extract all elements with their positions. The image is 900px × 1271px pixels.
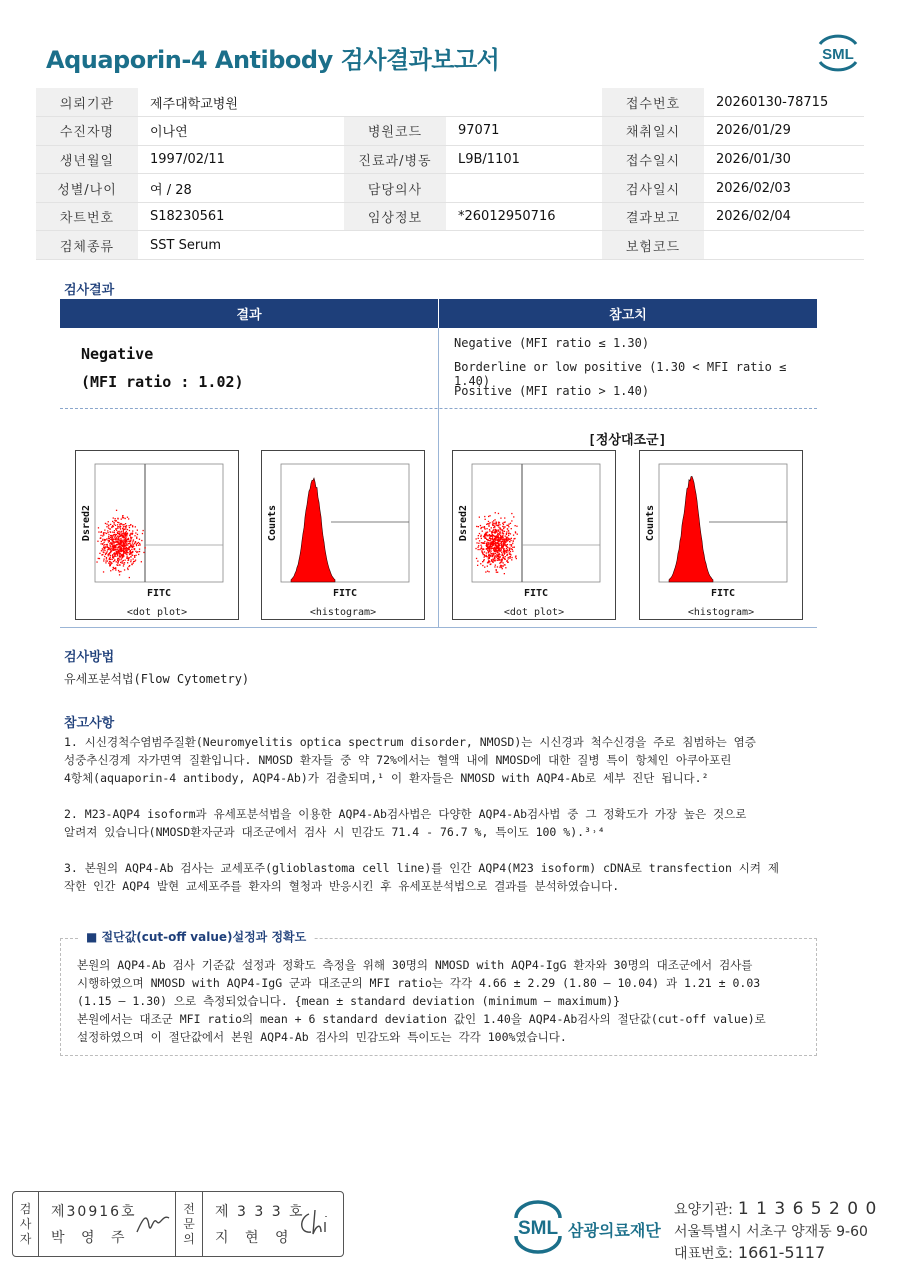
note-line: 3. 본원의 AQP4-Ab 검사는 교세포주(glioblastoma cell line)를 인간 AQP4(M23 isoform) cDNA로 transfection 시켜 제 xyxy=(64,861,780,875)
dot-plot-patient xyxy=(75,450,239,620)
info-label: 접수번호 xyxy=(602,88,704,117)
y-axis-label: Dsred2 xyxy=(81,504,92,542)
info-row xyxy=(36,117,864,146)
svg-text:SML: SML xyxy=(822,46,854,63)
control-label: [정상대조군] xyxy=(588,433,667,448)
result-value: Negative xyxy=(81,345,154,363)
footer-phone: 대표번호: 1661-5117 xyxy=(674,1243,826,1262)
cutoff-body xyxy=(77,956,812,1046)
info-value: S18230561 xyxy=(138,202,344,231)
specialist-name: 지 현 영 xyxy=(215,1230,295,1246)
info-value: 2026/01/30 xyxy=(704,145,864,174)
info-row xyxy=(36,145,864,174)
x-axis-label: FITC xyxy=(710,588,736,599)
svg-text:SML: SML xyxy=(517,1218,559,1239)
patient-info-table xyxy=(36,88,864,260)
specialist-signature xyxy=(295,1206,339,1240)
info-value xyxy=(704,231,864,260)
y-axis-label: Dsred2 xyxy=(458,504,469,542)
info-value: *26012950716 xyxy=(446,202,602,231)
info-value: 여 / 28 xyxy=(138,174,344,203)
plot-caption: <dot plot> xyxy=(503,607,565,618)
info-value: SST Serum xyxy=(138,231,344,260)
info-label: 검사일시 xyxy=(602,174,704,203)
method-text: 유세포분석법(Flow Cytometry) xyxy=(64,672,250,686)
plot-caption: <histogram> xyxy=(309,607,377,618)
note-line: 알려져 있습니다(NMOSD환자군과 대조군에서 검사 시 민감도 71.4 - 76.7 %, 특이도 100 %).³˒⁴ xyxy=(64,825,605,839)
footer-logo xyxy=(510,1198,566,1258)
info-empty xyxy=(344,231,446,260)
info-label: 수진자명 xyxy=(36,117,138,146)
examiner-label: 검 사 자 xyxy=(13,1192,39,1256)
reference-positive: Positive (MFI ratio > 1.40) xyxy=(454,384,650,398)
info-value: 2026/02/03 xyxy=(704,174,864,203)
note-line: 작한 인간 AQP4 발현 교세포주를 환자의 혈청과 반응시킨 후 유세포분석법으로 결과를 분석하였습니다. xyxy=(64,879,620,893)
plot-caption: <histogram> xyxy=(687,607,755,618)
bottom-divider xyxy=(60,627,817,628)
result-heading: 검사결과 xyxy=(64,283,115,298)
info-value: 2026/01/29 xyxy=(704,117,864,146)
footer-code: 요양기관: 1 1 3 6 5 2 0 0 xyxy=(674,1199,878,1219)
info-row xyxy=(36,174,864,203)
cutoff-line: 본원에서는 대조군 MFI ratio의 mean + 6 standard deviation 값인 1.40을 AQP4-Ab검사의 절단값(cut-off value)로 xyxy=(77,1012,766,1026)
info-label: 진료과/병동 xyxy=(344,145,446,174)
info-label: 검체종류 xyxy=(36,231,138,260)
note-line: 성중추신경계 자가면역 질환입니다. NMOSD 환자들 중 약 72%에서는 혈액 내에 NMOSD에 대한 질병 특이 항체인 아쿠아포린 xyxy=(64,753,732,767)
cutoff-line: 본원의 AQP4-Ab 검사 기준값 설정과 정확도 측정을 위해 30명의 NMOSD with AQP4-IgG 환자와 30명의 대조군에서 검사를 xyxy=(77,958,753,972)
column-divider xyxy=(438,328,439,628)
reference-negative: Negative (MFI ratio ≤ 1.30) xyxy=(454,336,650,350)
x-axis-label: FITC xyxy=(523,588,549,599)
info-value: 97071 xyxy=(446,117,602,146)
result-panel xyxy=(60,299,817,629)
info-label: 접수일시 xyxy=(602,145,704,174)
info-value xyxy=(446,174,602,203)
info-value: 2026/02/04 xyxy=(704,202,864,231)
info-label: 병원코드 xyxy=(344,117,446,146)
info-label: 보험코드 xyxy=(602,231,704,260)
note-line: 4항체(aquaporin-4 antibody, AQP4-Ab)가 검출되며,¹ 이 환자들은 NMOSD with AQP4-Ab로 세부 진단 됩니다.² xyxy=(64,771,709,785)
note-line: 2. M23-AQP4 isoform과 유세포분석법을 이용한 AQP4-Ab검사법은 다양한 AQP4-Ab검사법 중 그 정확도가 가장 높은 것으로 xyxy=(64,807,747,821)
info-label: 의뢰기관 xyxy=(36,88,138,117)
examiner-license: 제30916호 xyxy=(51,1204,137,1220)
info-row xyxy=(36,202,864,231)
info-label: 차트번호 xyxy=(36,202,138,231)
result-mfi-ratio: (MFI ratio : 1.02) xyxy=(81,373,244,391)
cutoff-line: 시행하였으며 NMOSD with AQP4-IgG 군과 대조군의 MFI ratio는 각각 4.66 ± 2.29 (1.80 – 10.04) 과 1.21 ± 0.03 xyxy=(77,976,761,990)
notes-body xyxy=(64,733,814,895)
report-title: Aquaporin-4 Antibody 검사결과보고서 xyxy=(46,46,500,74)
y-axis-label: Counts xyxy=(267,504,278,542)
sml-logo xyxy=(812,30,864,74)
footer-org-name: 삼광의료재단 xyxy=(568,1221,661,1240)
examiner-signature xyxy=(133,1208,173,1238)
cutoff-heading: ■ 절단값(cut-off value)설정과 정확도 xyxy=(78,928,314,945)
info-row xyxy=(36,88,864,117)
info-empty xyxy=(446,88,602,117)
result-column-header: 결과 xyxy=(60,299,438,328)
plot-caption: <dot plot> xyxy=(126,607,188,618)
info-value: 제주대학교병원 xyxy=(138,88,344,117)
reference-column-header: 참고치 xyxy=(439,299,817,328)
info-label: 임상정보 xyxy=(344,202,446,231)
info-label: 담당의사 xyxy=(344,174,446,203)
x-axis-label: FITC xyxy=(146,588,172,599)
info-label: 성별/나이 xyxy=(36,174,138,203)
info-empty xyxy=(446,231,602,260)
note-line: 1. 시신경척수염범주질환(Neuromyelitis optica spectrum disorder, NMOSD)는 시신경과 척수신경을 주로 침범하는 염증 xyxy=(64,735,756,749)
info-row xyxy=(36,231,864,260)
info-value: 20260130-78715 xyxy=(704,88,864,117)
cutoff-line: 설정하였으며 이 절단값에서 본원 AQP4-Ab 검사의 민감도와 특이도는 각각 100%였습니다. xyxy=(77,1030,567,1044)
reference-borderline: Borderline or low positive (1.30 < MFI ratio ≤ 1.40) xyxy=(454,360,787,388)
info-label: 생년월일 xyxy=(36,145,138,174)
examiner-name: 박 영 주 xyxy=(51,1230,131,1246)
notes-heading: 참고사항 xyxy=(64,716,115,731)
info-empty xyxy=(344,88,446,117)
dot-plot-control xyxy=(452,450,616,620)
histogram-patient xyxy=(261,450,425,620)
info-label: 채취일시 xyxy=(602,117,704,146)
histogram-control xyxy=(639,450,803,620)
specialist-label: 전 문 의 xyxy=(175,1192,203,1256)
cutoff-line: (1.15 – 1.30) 으로 측정되었습니다. {mean ± standard deviation (minimum – maximum)} xyxy=(77,994,621,1008)
info-value: L9B/1101 xyxy=(446,145,602,174)
info-value: 1997/02/11 xyxy=(138,145,344,174)
info-label: 결과보고 xyxy=(602,202,704,231)
info-value: 이나연 xyxy=(138,117,344,146)
footer-address: 서울특별시 서초구 양재동 9-60 xyxy=(674,1224,868,1240)
signature-box xyxy=(12,1191,344,1257)
method-heading: 검사방법 xyxy=(64,650,115,665)
dashed-divider xyxy=(60,408,817,409)
y-axis-label: Counts xyxy=(645,504,656,542)
x-axis-label: FITC xyxy=(332,588,358,599)
specialist-license: 제 3 3 3 호 xyxy=(215,1204,305,1220)
